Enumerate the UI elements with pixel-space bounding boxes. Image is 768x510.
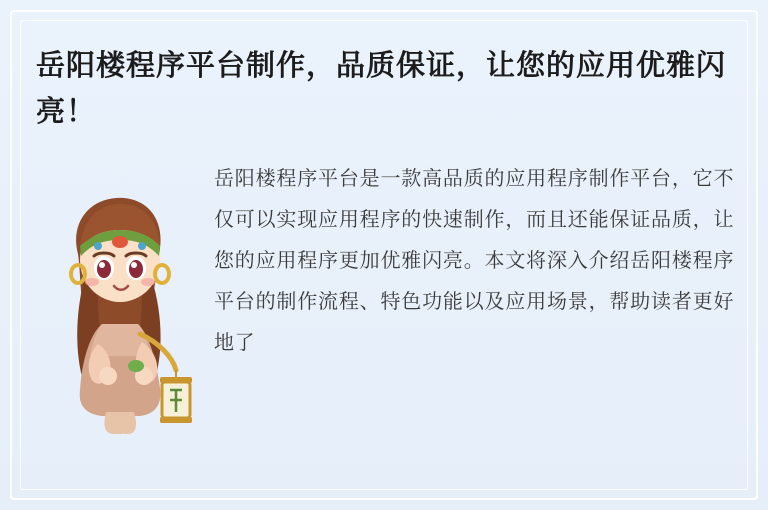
article-content [34,34,734,486]
page-title: 岳阳楼程序平台制作，品质保证，让您的应用优雅闪亮！ [36,48,727,128]
body-area [34,158,734,434]
article-body: 岳阳楼程序平台是一款高品质的应用程序制作平台，它不仅可以实现应用程序的快速制作，而且还能保证品质，让您的应用程序更加优雅闪亮。本文将深入介绍岳阳楼程序平台的制作流程、特色功能以及应用场景，帮助读者更好地了 [214,166,734,354]
chibi-girl-with-lantern-icon [40,184,200,434]
